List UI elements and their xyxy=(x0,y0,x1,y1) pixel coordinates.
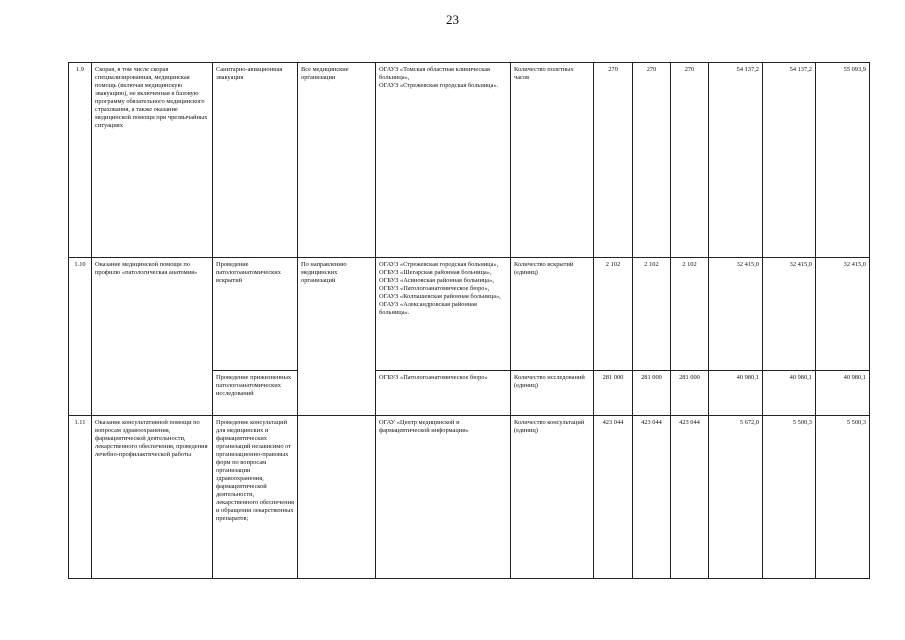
services-table xyxy=(68,62,870,579)
provider-line: ОГАУЗ «Александровская районная больница». xyxy=(379,301,477,316)
consumers: По направлению медицинских организаций xyxy=(298,258,376,416)
volume-year-3: 2 102 xyxy=(671,258,709,371)
consumers xyxy=(298,416,376,579)
table-row xyxy=(69,63,870,258)
row-number: 1.11 xyxy=(69,416,92,579)
provider-line: ОГАУ «Центр медицинской и фармацевтической информации» xyxy=(379,419,469,434)
finance-year-1: 32 415,0 xyxy=(709,258,763,371)
finance-year-2: 32 415,0 xyxy=(763,258,816,371)
row-number: 1.9 xyxy=(69,63,92,258)
service-content: Проведение консультаций для медицинских и фармацевтических организаций независимо от организационно-правовых форм по вопросам организации здравоохранения, фармацевтической деятельности, лекарственного обеспечения и обращения лекарственных препаратов; xyxy=(213,416,298,579)
provider-line: ОГБУЗ «Патологоанатомическое бюро», xyxy=(379,285,490,292)
table-row xyxy=(69,258,870,371)
provider-line: ОГБУЗ «Шегарская районная больница», xyxy=(379,269,492,276)
indicator: Количество полетных часов xyxy=(511,63,594,258)
service-content: Проведение патологоанатомических вскрытий xyxy=(213,258,298,371)
service-name: Оказание консультативной помощи по вопросам здравоохранения, фармацевтической деятельности, лекарственного обеспечения, проведения лечебно-профилактической работы xyxy=(92,416,213,579)
page-number: 23 xyxy=(446,12,459,27)
provider-line: ОГАУЗ «Стрежевская городская больница», xyxy=(379,261,499,268)
providers xyxy=(376,63,511,258)
volume-year-1: 270 xyxy=(594,63,633,258)
indicator: Количество вскрытий (единиц) xyxy=(511,258,594,371)
volume-year-2: 2 102 xyxy=(633,258,671,371)
finance-year-3: 55 093,9 xyxy=(816,63,870,258)
volume-year-1: 423 044 xyxy=(594,416,633,579)
service-name: Оказание медицинской помощи по профилю «патологическая анатомия» xyxy=(92,258,213,416)
row-number: 1.10 xyxy=(69,258,92,416)
volume-year-3: 270 xyxy=(671,63,709,258)
volume-year-2: 281 000 xyxy=(633,371,671,416)
provider-line: ОГАУЗ «Томская областная клиническая больница», xyxy=(379,66,490,81)
volume-year-2: 423 044 xyxy=(633,416,671,579)
provider-line: ОГАУЗ «Стрежевская городская больница». xyxy=(379,82,499,89)
service-name: Скорая, в том числе скорая специализированная, медицинская помощь (включая медицинскую эвакуацию), не включенная в базовую программу обязательного медицинского страхования, а также оказание медицинской помощи при чрезвычайных ситуациях xyxy=(92,63,213,258)
volume-year-1: 281 000 xyxy=(594,371,633,416)
providers xyxy=(376,258,511,371)
volume-year-2: 270 xyxy=(633,63,671,258)
provider-line: ОГБУЗ «Патологоанатомическое бюро» xyxy=(379,374,488,381)
service-content: Санитарно-авиационная эвакуация xyxy=(213,63,298,258)
finance-year-2: 40 980,1 xyxy=(763,371,816,416)
provider-line: ОГАУЗ «Колпашевская районная больница», xyxy=(379,293,501,300)
providers xyxy=(376,371,511,416)
finance-year-3: 40 980,1 xyxy=(816,371,870,416)
provider-line: ОГБУЗ «Асиновская районная больница», xyxy=(379,277,494,284)
consumers: Все медицинские организации xyxy=(298,63,376,258)
indicator: Количество консультаций (единиц) xyxy=(511,416,594,579)
finance-year-3: 32 415,0 xyxy=(816,258,870,371)
finance-year-2: 54 137,2 xyxy=(763,63,816,258)
finance-year-1: 54 137,2 xyxy=(709,63,763,258)
volume-year-3: 423 044 xyxy=(671,416,709,579)
finance-year-1: 5 672,0 xyxy=(709,416,763,579)
finance-year-3: 5 500,3 xyxy=(816,416,870,579)
providers xyxy=(376,416,511,579)
indicator: Количество исследований (единиц) xyxy=(511,371,594,416)
finance-year-2: 5 500,3 xyxy=(763,416,816,579)
finance-year-1: 40 980,1 xyxy=(709,371,763,416)
volume-year-3: 281 000 xyxy=(671,371,709,416)
table-row xyxy=(69,416,870,579)
volume-year-1: 2 102 xyxy=(594,258,633,371)
service-content: Проведение прижизненных патологоанатомических исследований xyxy=(213,371,298,416)
